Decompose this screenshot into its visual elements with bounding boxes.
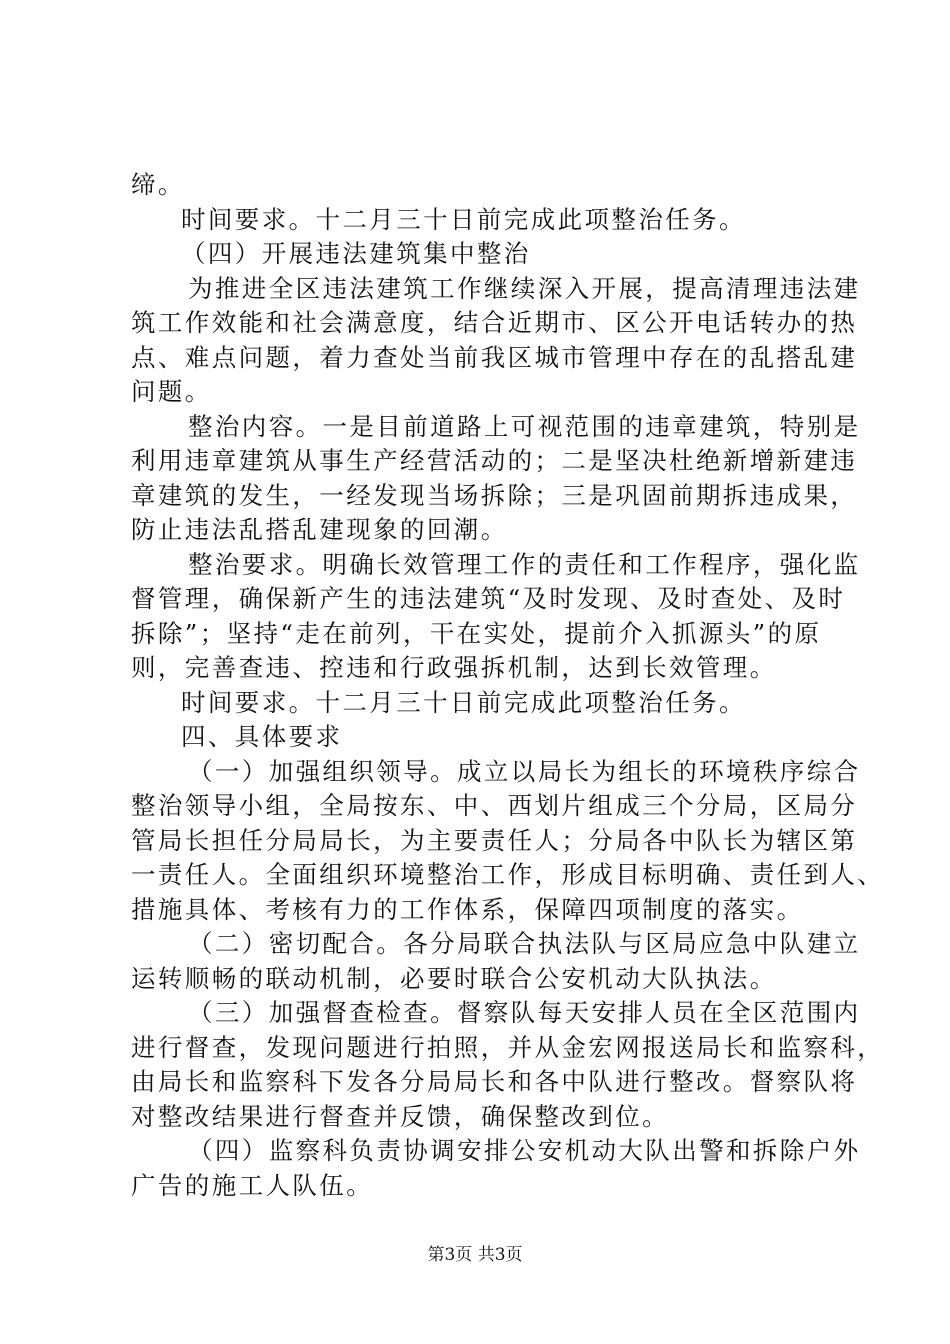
document-line: 问题。 (131, 377, 212, 406)
document-line: （三）加强督查检查。督察队每天安排人员在全区范围内 (188, 998, 861, 1027)
document-line: 对整改结果进行督查并反馈，确保整改到位。 (131, 1101, 669, 1131)
document-line: 管局长担任分局局长，为主要责任人；分局各中队长为辖区第 (131, 825, 858, 855)
document-line: 整治领导小组，全局按东、中、西划片组成三个分局，区局分 (131, 791, 858, 820)
document-line: 点、难点问题，着力查处当前我区城市管理中存在的乱搭乱建 (131, 342, 858, 372)
document-line: 时间要求。十二月三十日前完成此项整治任务。 (181, 687, 746, 717)
document-line: 利用违章建筑从事生产经营活动的；二是坚决杜绝新增新建违 (131, 446, 858, 475)
document-line: 整治要求。明确长效管理工作的责任和工作程序，强化监 (188, 549, 861, 579)
document-line: （二）密切配合。各分局联合执法队与区局应急中队建立 (188, 929, 861, 958)
document-line: 为推进全区违法建筑工作继续深入开展，提高清理违法建 (188, 273, 861, 303)
document-line: （一）加强组织领导。成立以局长为组长的环境秩序综合 (188, 756, 861, 786)
document-line: 缔。 (131, 170, 185, 199)
document-line: 整治内容。一是目前道路上可视范围的违章建筑，特别是 (188, 411, 861, 441)
document-line: （四）开展违法建筑集中整治 (181, 239, 531, 268)
document-line: 措施具体、考核有力的工作体系，保障四项制度的落实。 (131, 894, 804, 924)
document-line: 由局长和监察科下发各分局局长和各中队进行整改。督察队将 (131, 1067, 858, 1096)
document-line: （四）监察科负责协调安排公安机动大队出警和拆除户外 (188, 1136, 861, 1165)
document-line: 则，完善查违、控违和行政强拆机制，达到长效管理。 (131, 653, 777, 682)
document-line: 章建筑的发生，一经发现当场拆除；三是巩固前期拆违成果， (131, 480, 858, 510)
document-line: 广告的施工人队伍。 (131, 1170, 374, 1200)
document-line: 四、具体要求 (181, 722, 343, 751)
document-line: 进行督查，发现问题进行拍照，并从金宏网报送局长和监察科， (131, 1032, 885, 1062)
document-line: 筑工作效能和社会满意度，结合近期市、区公开电话转办的热 (131, 308, 858, 337)
document-line: 运转顺畅的联动机制，必要时联合公安机动大队执法。 (131, 963, 777, 993)
page-footer: 第3页 共3页 (427, 1245, 523, 1265)
document-line: 拆除”；坚持“走在前列，干在实处，提前介入抓源头”的原 (131, 618, 822, 648)
document-line: 时间要求。十二月三十日前完成此项整治任务。 (181, 204, 746, 234)
document-line: 督管理，确保新产生的违法建筑“及时发现、及时查处、及时 (131, 584, 846, 613)
document-line: 一责任人。全面组织环境整治工作，形成目标明确、责任到人、 (131, 860, 885, 889)
document-body (131, 168, 885, 1203)
document-line: 防止违法乱搭乱建现象的回潮。 (131, 515, 508, 544)
